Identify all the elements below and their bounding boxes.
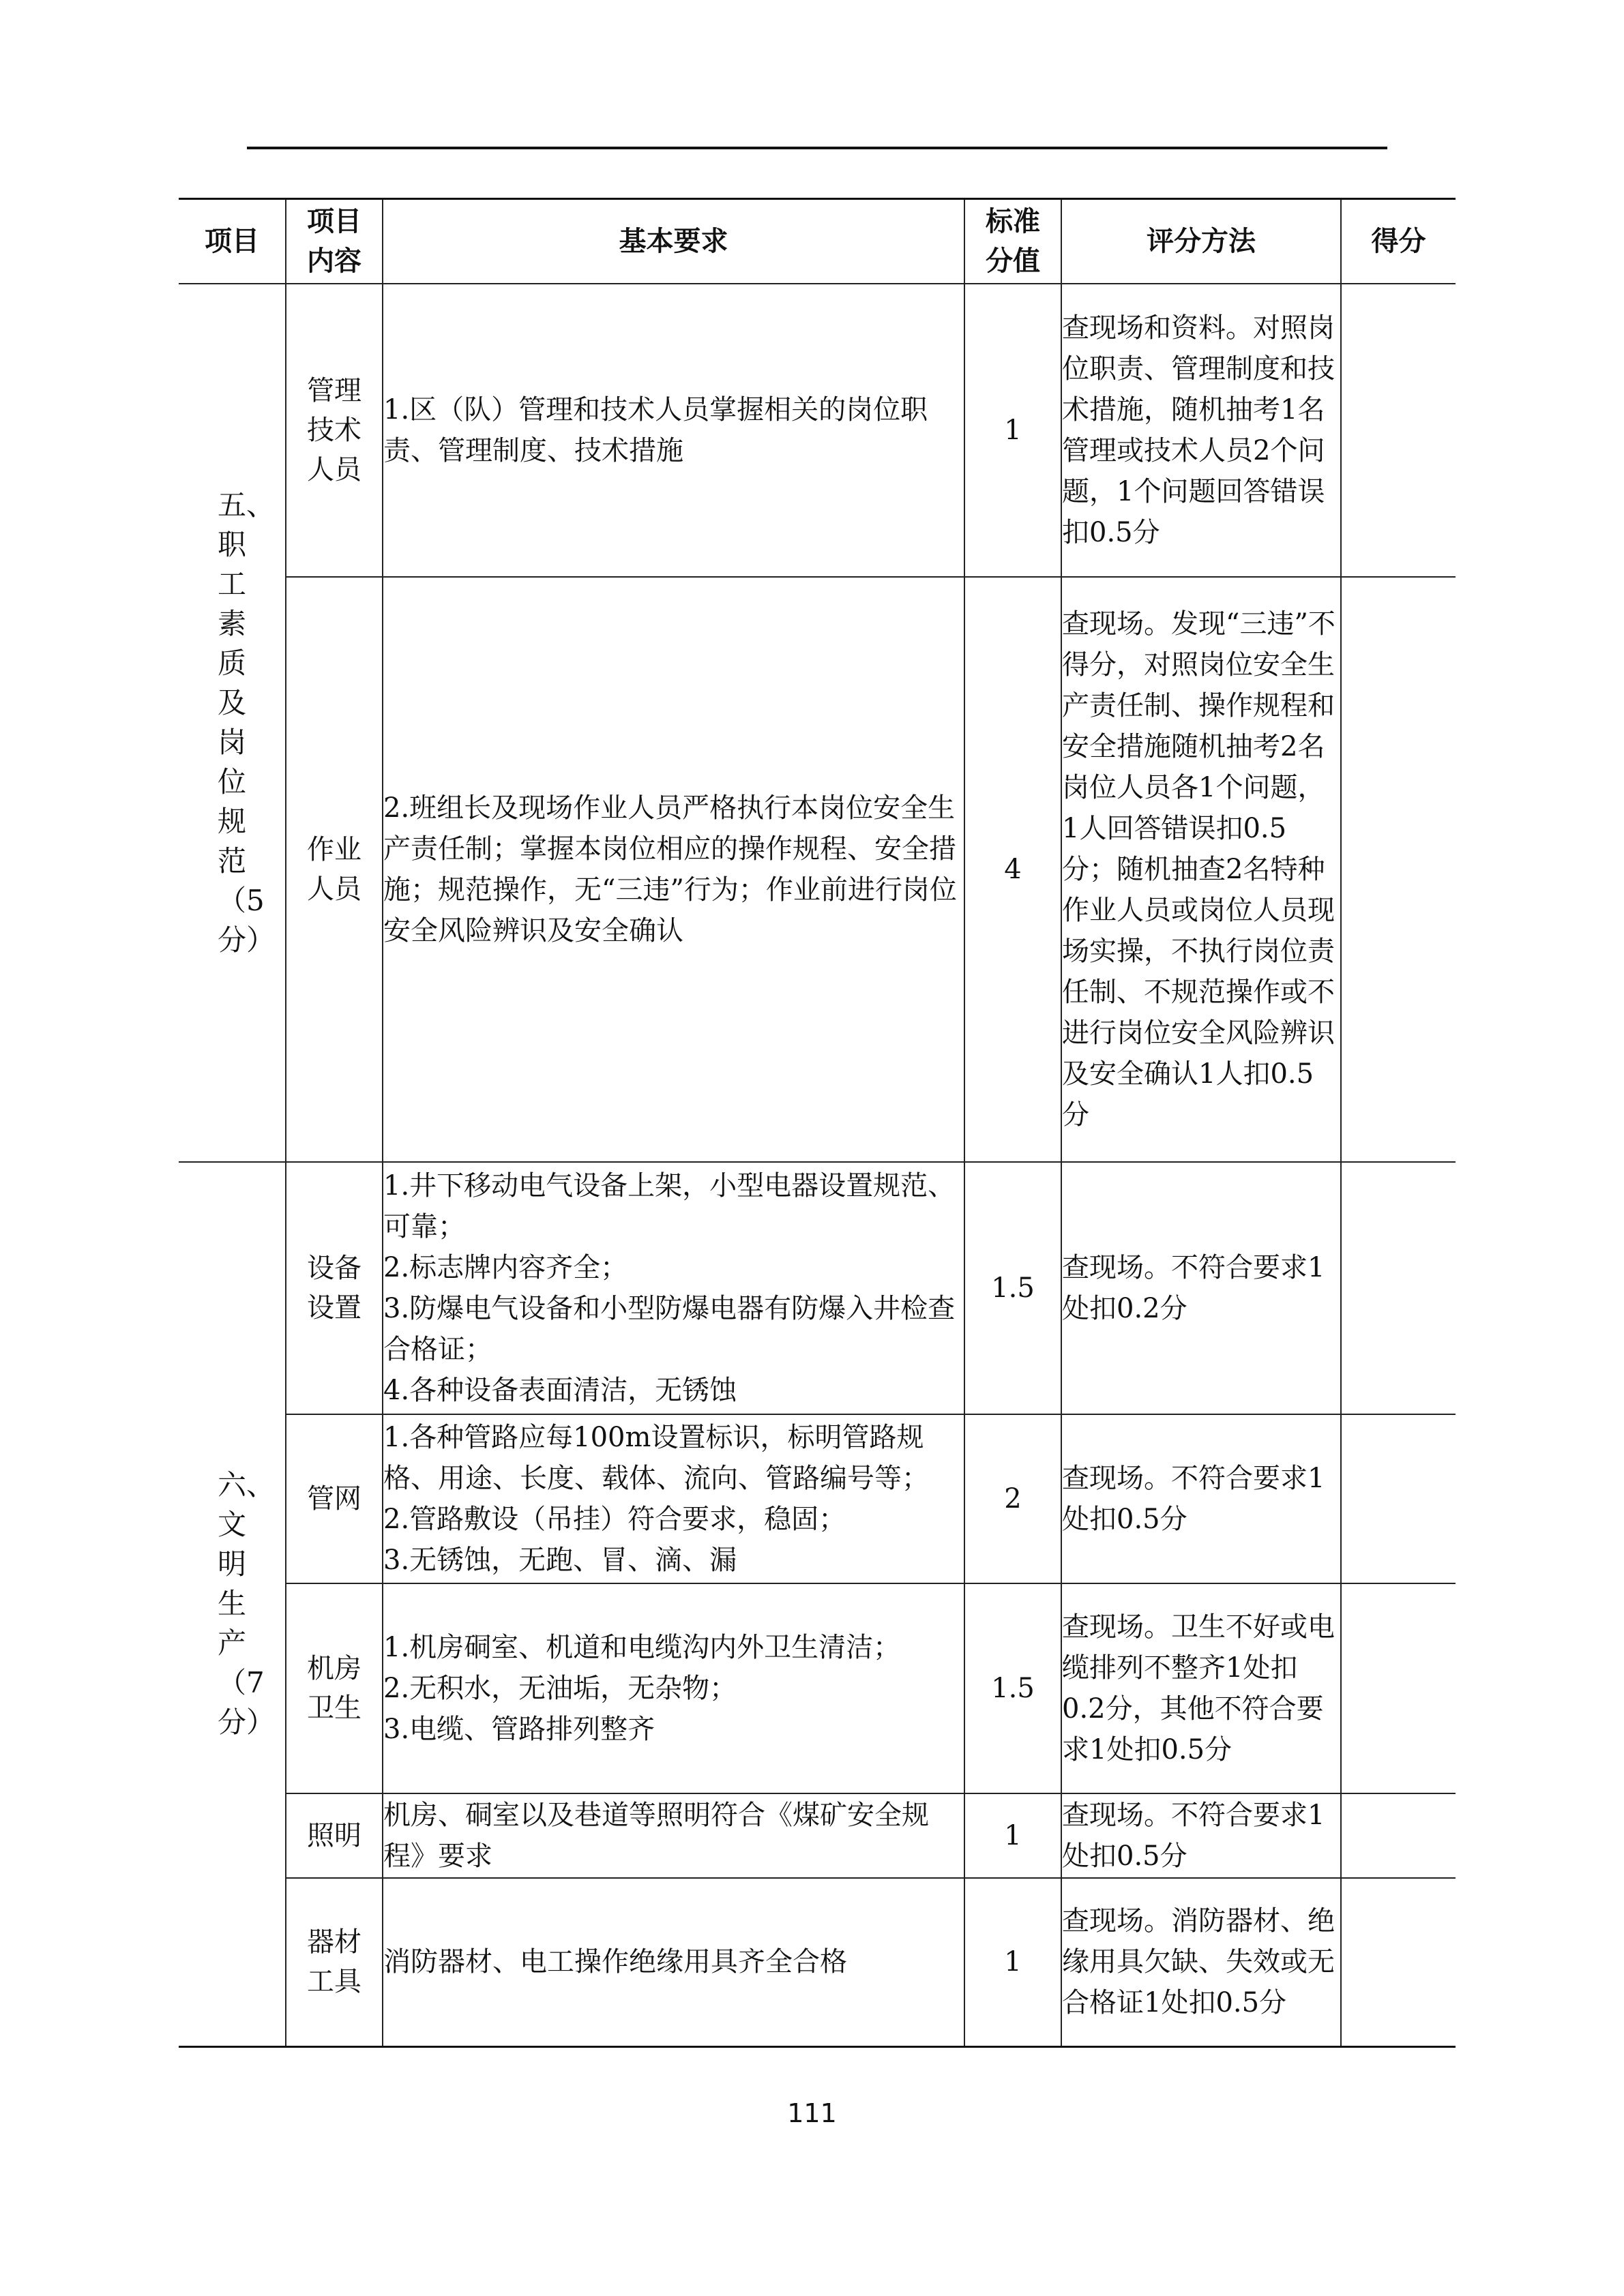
header-standard-score: 标准分值 bbox=[964, 199, 1061, 284]
table-row bbox=[179, 577, 1456, 1162]
content-cell bbox=[286, 1583, 383, 1793]
standard-score-cell: 4 bbox=[964, 577, 1061, 1162]
requirement-cell: 机房、硐室以及巷道等照明符合《煤矿安全规程》要求 bbox=[383, 1793, 964, 1878]
method-cell: 查现场。消防器材、绝缘用具欠缺、失效或无合格证1处扣0.5分 bbox=[1061, 1878, 1341, 2047]
requirement-cell: 2.班组长及现场作业人员严格执行本岗位安全生产责任制；掌握本岗位相应的操作规程、安全措施；规范操作，无“三违”行为；作业前进行岗位安全风险辨识及安全确认 bbox=[383, 577, 964, 1162]
standard-score-cell: 1 bbox=[964, 1878, 1061, 2047]
table-header-row bbox=[179, 199, 1456, 284]
page-number: 111 bbox=[787, 2098, 837, 2128]
content-label: 设备设置 bbox=[307, 1252, 361, 1324]
score-cell[interactable] bbox=[1341, 1793, 1456, 1878]
score-cell[interactable] bbox=[1341, 284, 1456, 577]
method-cell: 查现场。发现“三违”不得分，对照岗位安全生产责任制、操作规程和安全措施随机抽考2名岗位人员各1个问题，1人回答错误扣0.5分；随机抽查2名特种作业人员或岗位人员现场实操，不执行岗位责任制、不规范操作或不进行岗位安全风险辨识及安全确认1人扣0.5分 bbox=[1061, 577, 1341, 1162]
method-cell: 查现场。不符合要求1处扣0.5分 bbox=[1061, 1793, 1341, 1878]
table-row bbox=[179, 1414, 1456, 1583]
standard-score-cell: 1.5 bbox=[964, 1583, 1061, 1793]
header-method: 评分方法 bbox=[1061, 199, 1341, 284]
score-cell[interactable] bbox=[1341, 577, 1456, 1162]
table-row bbox=[179, 1583, 1456, 1793]
requirement-cell: 1.区（队）管理和技术人员掌握相关的岗位职责、管理制度、技术措施 bbox=[383, 284, 964, 577]
scoring-table bbox=[179, 198, 1456, 2048]
score-cell[interactable] bbox=[1341, 1162, 1456, 1414]
standard-score-cell: 1 bbox=[964, 284, 1061, 577]
method-cell: 查现场。不符合要求1处扣0.2分 bbox=[1061, 1162, 1341, 1414]
requirement-cell: 1.机房硐室、机道和电缆沟内外卫生清洁； 2.无积水，无油垢，无杂物； 3.电缆、管路排列整齐 bbox=[383, 1583, 964, 1793]
project-cell bbox=[179, 1162, 286, 2047]
content-label: 照明 bbox=[307, 1819, 361, 1851]
header-requirements: 基本要求 bbox=[383, 199, 964, 284]
requirement-cell: 消防器材、电工操作绝缘用具齐全合格 bbox=[383, 1878, 964, 2047]
standard-score-cell: 2 bbox=[964, 1414, 1061, 1583]
content-cell bbox=[286, 1878, 383, 2047]
method-cell: 查现场。卫生不好或电缆排列不整齐1处扣0.2分，其他不符合要求1处扣0.5分 bbox=[1061, 1583, 1341, 1793]
table-row bbox=[179, 1162, 1456, 1414]
project-label: 六、文明生产（7分） bbox=[218, 1468, 276, 1740]
content-cell bbox=[286, 284, 383, 577]
project-cell bbox=[179, 284, 286, 1162]
header-content: 项目内容 bbox=[286, 199, 383, 284]
table-row bbox=[179, 1878, 1456, 2047]
content-cell bbox=[286, 1414, 383, 1583]
score-cell[interactable] bbox=[1341, 1414, 1456, 1583]
requirement-cell: 1.各种管路应每100m设置标识，标明管路规格、用途、长度、载体、流向、管路编号等； 2.管路敷设（吊挂）符合要求，稳固； 3.无锈蚀，无跑、冒、滴、漏 bbox=[383, 1414, 964, 1583]
standard-score-cell: 1 bbox=[964, 1793, 1061, 1878]
header-project: 项目 bbox=[179, 199, 286, 284]
score-cell[interactable] bbox=[1341, 1583, 1456, 1793]
score-cell[interactable] bbox=[1341, 1878, 1456, 2047]
method-cell: 查现场和资料。对照岗位职责、管理制度和技术措施，随机抽考1名管理或技术人员2个问题，1个问题回答错误扣0.5分 bbox=[1061, 284, 1341, 577]
header-score: 得分 bbox=[1341, 199, 1456, 284]
content-cell bbox=[286, 577, 383, 1162]
requirement-cell: 1.井下移动电气设备上架，小型电器设置规范、可靠； 2.标志牌内容齐全； 3.防爆电气设备和小型防爆电器有防爆入井检查合格证； 4.各种设备表面清洁，无锈蚀 bbox=[383, 1162, 964, 1414]
content-label: 管理技术人员 bbox=[307, 374, 361, 486]
content-label: 作业人员 bbox=[307, 833, 361, 905]
content-cell bbox=[286, 1162, 383, 1414]
content-label: 机房卫生 bbox=[307, 1652, 361, 1724]
method-cell: 查现场。不符合要求1处扣0.5分 bbox=[1061, 1414, 1341, 1583]
table-row bbox=[179, 1793, 1456, 1878]
content-cell bbox=[286, 1793, 383, 1878]
table-row bbox=[179, 284, 1456, 577]
project-label: 五、职工素质及岗位规范（5分） bbox=[218, 488, 276, 957]
content-label: 管网 bbox=[307, 1482, 361, 1515]
content-label: 器材工具 bbox=[307, 1926, 361, 1998]
standard-score-cell: 1.5 bbox=[964, 1162, 1061, 1414]
header-rule bbox=[247, 147, 1387, 149]
